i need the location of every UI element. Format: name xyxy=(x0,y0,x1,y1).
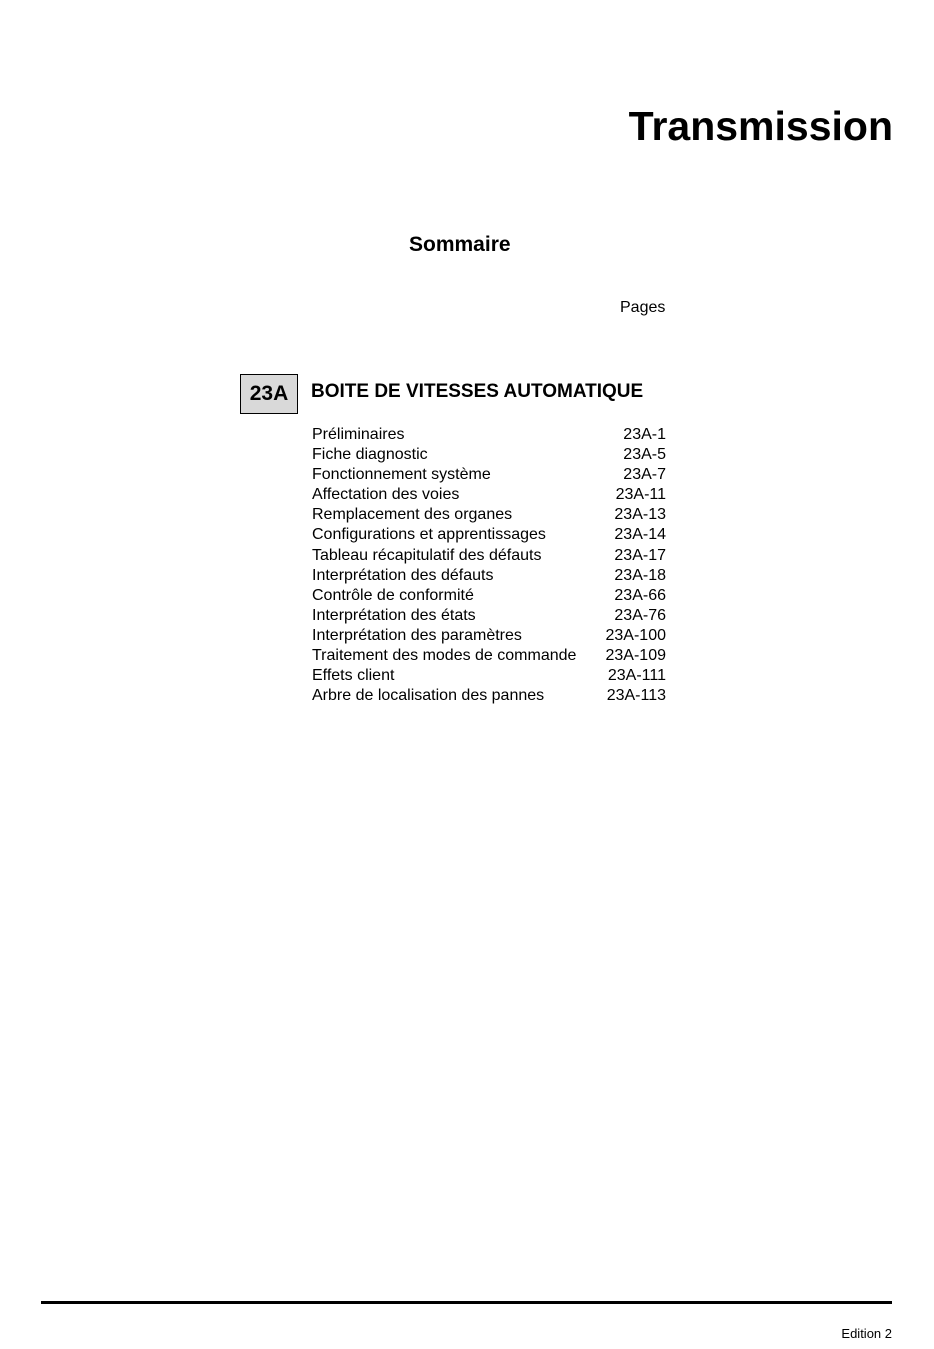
toc-entry[interactable] xyxy=(312,606,666,626)
toc-entry[interactable] xyxy=(312,566,666,586)
toc-entry-label: Interprétation des paramètres xyxy=(312,626,522,644)
toc-entry-label: Préliminaires xyxy=(312,426,405,443)
toc-entry-page: 23A-111 xyxy=(607,667,666,685)
toc-entry-label: Affectation des voies xyxy=(312,486,460,504)
toc-entry-label: Effets client xyxy=(312,667,395,685)
toc-entry[interactable] xyxy=(312,525,666,545)
toc-entry-label: Fonctionnement système xyxy=(312,466,491,484)
toc-entry[interactable] xyxy=(312,686,666,706)
toc-entry[interactable] xyxy=(312,425,666,445)
toc-entry-page: 23A-109 xyxy=(605,647,666,665)
toc-entry-label: Traitement des modes de commande xyxy=(312,647,577,665)
toc-entry[interactable] xyxy=(312,465,666,485)
toc-entry-label: Interprétation des défauts xyxy=(312,566,494,584)
toc-entry[interactable] xyxy=(312,586,666,606)
toc-entry-label: Remplacement des organes xyxy=(312,506,513,524)
summary-heading: Sommaire xyxy=(409,233,511,256)
toc-entry-label: Fiche diagnostic xyxy=(312,446,428,464)
toc-entry[interactable] xyxy=(312,666,666,686)
toc-entry-label: Configurations et apprentissages xyxy=(312,526,546,544)
footer-divider xyxy=(41,1301,892,1304)
toc-entry[interactable] xyxy=(312,505,666,525)
toc-entry-page: 23A-113 xyxy=(606,687,666,705)
document-title: Transmission xyxy=(628,103,893,149)
toc-entry-label: Contrôle de conformité xyxy=(312,586,474,604)
toc-entry-page: 23A-17 xyxy=(614,546,666,564)
pages-column-label: Pages xyxy=(620,299,666,316)
toc-entry-label: Tableau récapitulatif des défauts xyxy=(312,546,542,564)
toc-entry-page: 23A-1 xyxy=(623,426,666,443)
toc-entry-page: 23A-18 xyxy=(614,566,666,584)
toc-entry[interactable] xyxy=(312,626,666,646)
toc-entry-page: 23A-66 xyxy=(614,586,666,604)
toc-entry-page: 23A-5 xyxy=(623,446,666,464)
toc-entry-label: Arbre de localisation des pannes xyxy=(312,687,545,705)
toc-entry-page: 23A-14 xyxy=(614,526,666,544)
section-title: BOITE DE VITESSES AUTOMATIQUE xyxy=(311,381,644,402)
table-of-contents xyxy=(312,425,666,706)
toc-entry-page: 23A-100 xyxy=(605,626,666,644)
toc-entry-page: 23A-76 xyxy=(614,606,666,624)
toc-entry[interactable] xyxy=(312,445,666,465)
toc-entry-page: 23A-13 xyxy=(614,506,666,524)
toc-entry-page: 23A-11 xyxy=(615,486,666,504)
toc-entry[interactable] xyxy=(312,546,666,566)
section-code-badge: 23A xyxy=(240,374,298,414)
toc-entry-label: Interprétation des états xyxy=(312,606,476,624)
toc-entry-page: 23A-7 xyxy=(623,466,666,484)
toc-entry[interactable] xyxy=(312,485,666,505)
edition-label: Edition 2 xyxy=(841,1326,892,1341)
toc-entry[interactable] xyxy=(312,646,666,666)
